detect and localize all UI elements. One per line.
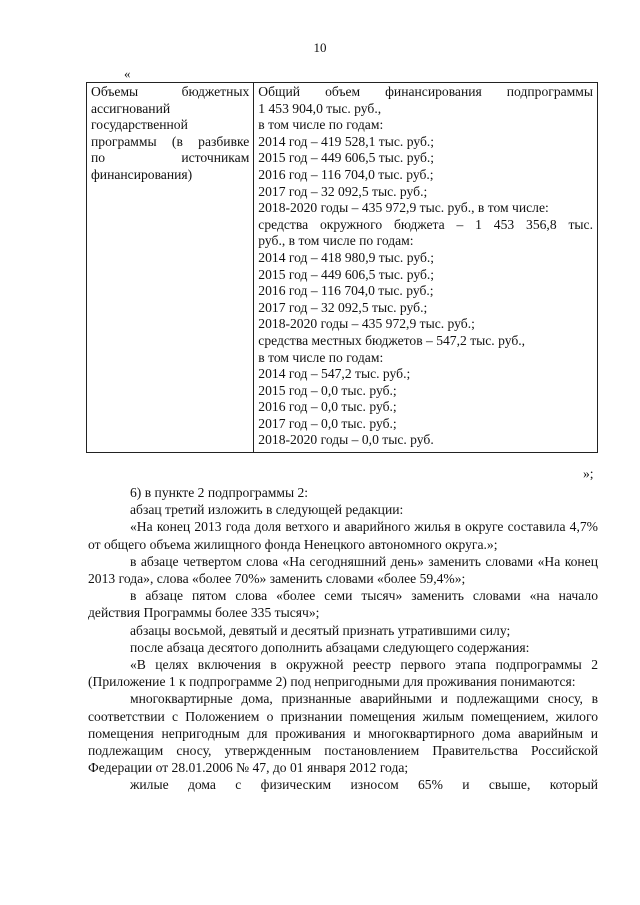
value-line: 2018-2020 годы – 435 972,9 тыс. руб., в том числе: bbox=[258, 200, 549, 216]
value-line: Общий объем финансирования подпрограммы bbox=[258, 84, 593, 99]
value-line: 2015 год – 0,0 тыс. руб.; bbox=[258, 382, 397, 398]
value-line: 2015 год – 449 606,5 тыс. руб.; bbox=[258, 266, 435, 282]
value-line: в том числе по годам: bbox=[258, 349, 384, 365]
paragraph: 6) в пункте 2 подпрограммы 2: bbox=[130, 485, 309, 500]
table-value-cell bbox=[254, 83, 598, 453]
value-line: 2014 год – 547,2 тыс. руб.; bbox=[258, 366, 411, 382]
value-line: 2017 год – 0,0 тыс. руб.; bbox=[258, 415, 397, 431]
paragraph: многоквартирные дома, признанные аварийными и подлежащими сносу, в соответствии с Положением о признании помещения жилым помещением, жилого помещения непригодным для проживания и многоквартирного дома аварийным и подлежащим сносу, утвержденным постановлением Правительства Российской Федерации от 28.01.2006 № 47, до 01 января 2012 года; bbox=[88, 691, 598, 776]
label-line: по источникам bbox=[91, 150, 250, 166]
value-line: 2018-2020 годы – 435 972,9 тыс. руб.; bbox=[258, 316, 475, 332]
paragraph: жилые дома с физическим износом 65% и свыше, который bbox=[130, 777, 598, 793]
funding-table bbox=[86, 82, 598, 453]
value-line: в том числе по годам: bbox=[258, 117, 384, 133]
paragraph: после абзаца десятого дополнить абзацами следующего содержания: bbox=[130, 639, 530, 655]
value-line: 2016 год – 0,0 тыс. руб.; bbox=[258, 399, 397, 415]
value-line: 2015 год – 449 606,5 тыс. руб.; bbox=[258, 150, 435, 166]
paragraph: «На конец 2013 года доля ветхого и аварийного жилья в округе составила 4,7% от общего объема жилищного фонда Ненецкого автономного округа.»; bbox=[88, 519, 598, 552]
value-line: средства окружного бюджета – 1 453 356,8 тыс. bbox=[258, 216, 593, 232]
paragraph: «В целях включения в окружной реестр первого этапа подпрограммы 2 (Приложение 1 к подпрограмме 2) под непригодными для проживания понимаются: bbox=[88, 657, 598, 690]
body-text bbox=[88, 484, 598, 794]
label-line: Объемы бюджетных bbox=[91, 84, 250, 99]
label-line: государственной bbox=[91, 117, 188, 133]
value-line: средства местных бюджетов – 547,2 тыс. руб., bbox=[258, 332, 526, 348]
value-line: 2016 год – 116 704,0 тыс. руб.; bbox=[258, 283, 434, 299]
value-line: 2018-2020 годы – 0,0 тыс. руб. bbox=[258, 432, 434, 448]
label-line: программы (в разбивке bbox=[91, 133, 250, 149]
value-line: 2017 год – 32 092,5 тыс. руб.; bbox=[258, 183, 428, 199]
paragraph: в абзаце пятом слова «более семи тысяч» заменить словами «на начало действия Программы более 335 тысяч»; bbox=[88, 588, 598, 621]
value-line: 2014 год – 419 528,1 тыс. руб.; bbox=[258, 133, 435, 149]
paragraph: абзацы восьмой, девятый и десятый признать утратившими силу; bbox=[130, 622, 511, 638]
value-line: 2014 год – 418 980,9 тыс. руб.; bbox=[258, 249, 435, 265]
table-label-cell bbox=[87, 83, 254, 453]
value-line: 2017 год – 32 092,5 тыс. руб.; bbox=[258, 299, 428, 315]
label-line: финансирования) bbox=[91, 166, 193, 182]
paragraph: в абзаце четвертом слова «На сегодняшний день» заменить словами «На конец 2013 года», слова «более 70%» заменить словами «более 59,4%»; bbox=[88, 553, 598, 587]
table-row bbox=[87, 83, 598, 453]
value-line: 1 453 904,0 тыс. руб., bbox=[258, 100, 382, 116]
closing-quote: »; bbox=[583, 466, 594, 481]
value-line: 2016 год – 116 704,0 тыс. руб.; bbox=[258, 166, 434, 182]
value-line: руб., в том числе по годам: bbox=[258, 233, 414, 249]
label-line: ассигнований bbox=[91, 100, 171, 116]
opening-quote: « bbox=[124, 66, 131, 81]
page-number: 10 bbox=[313, 40, 327, 55]
paragraph: абзац третий изложить в следующей редакции: bbox=[130, 502, 404, 518]
